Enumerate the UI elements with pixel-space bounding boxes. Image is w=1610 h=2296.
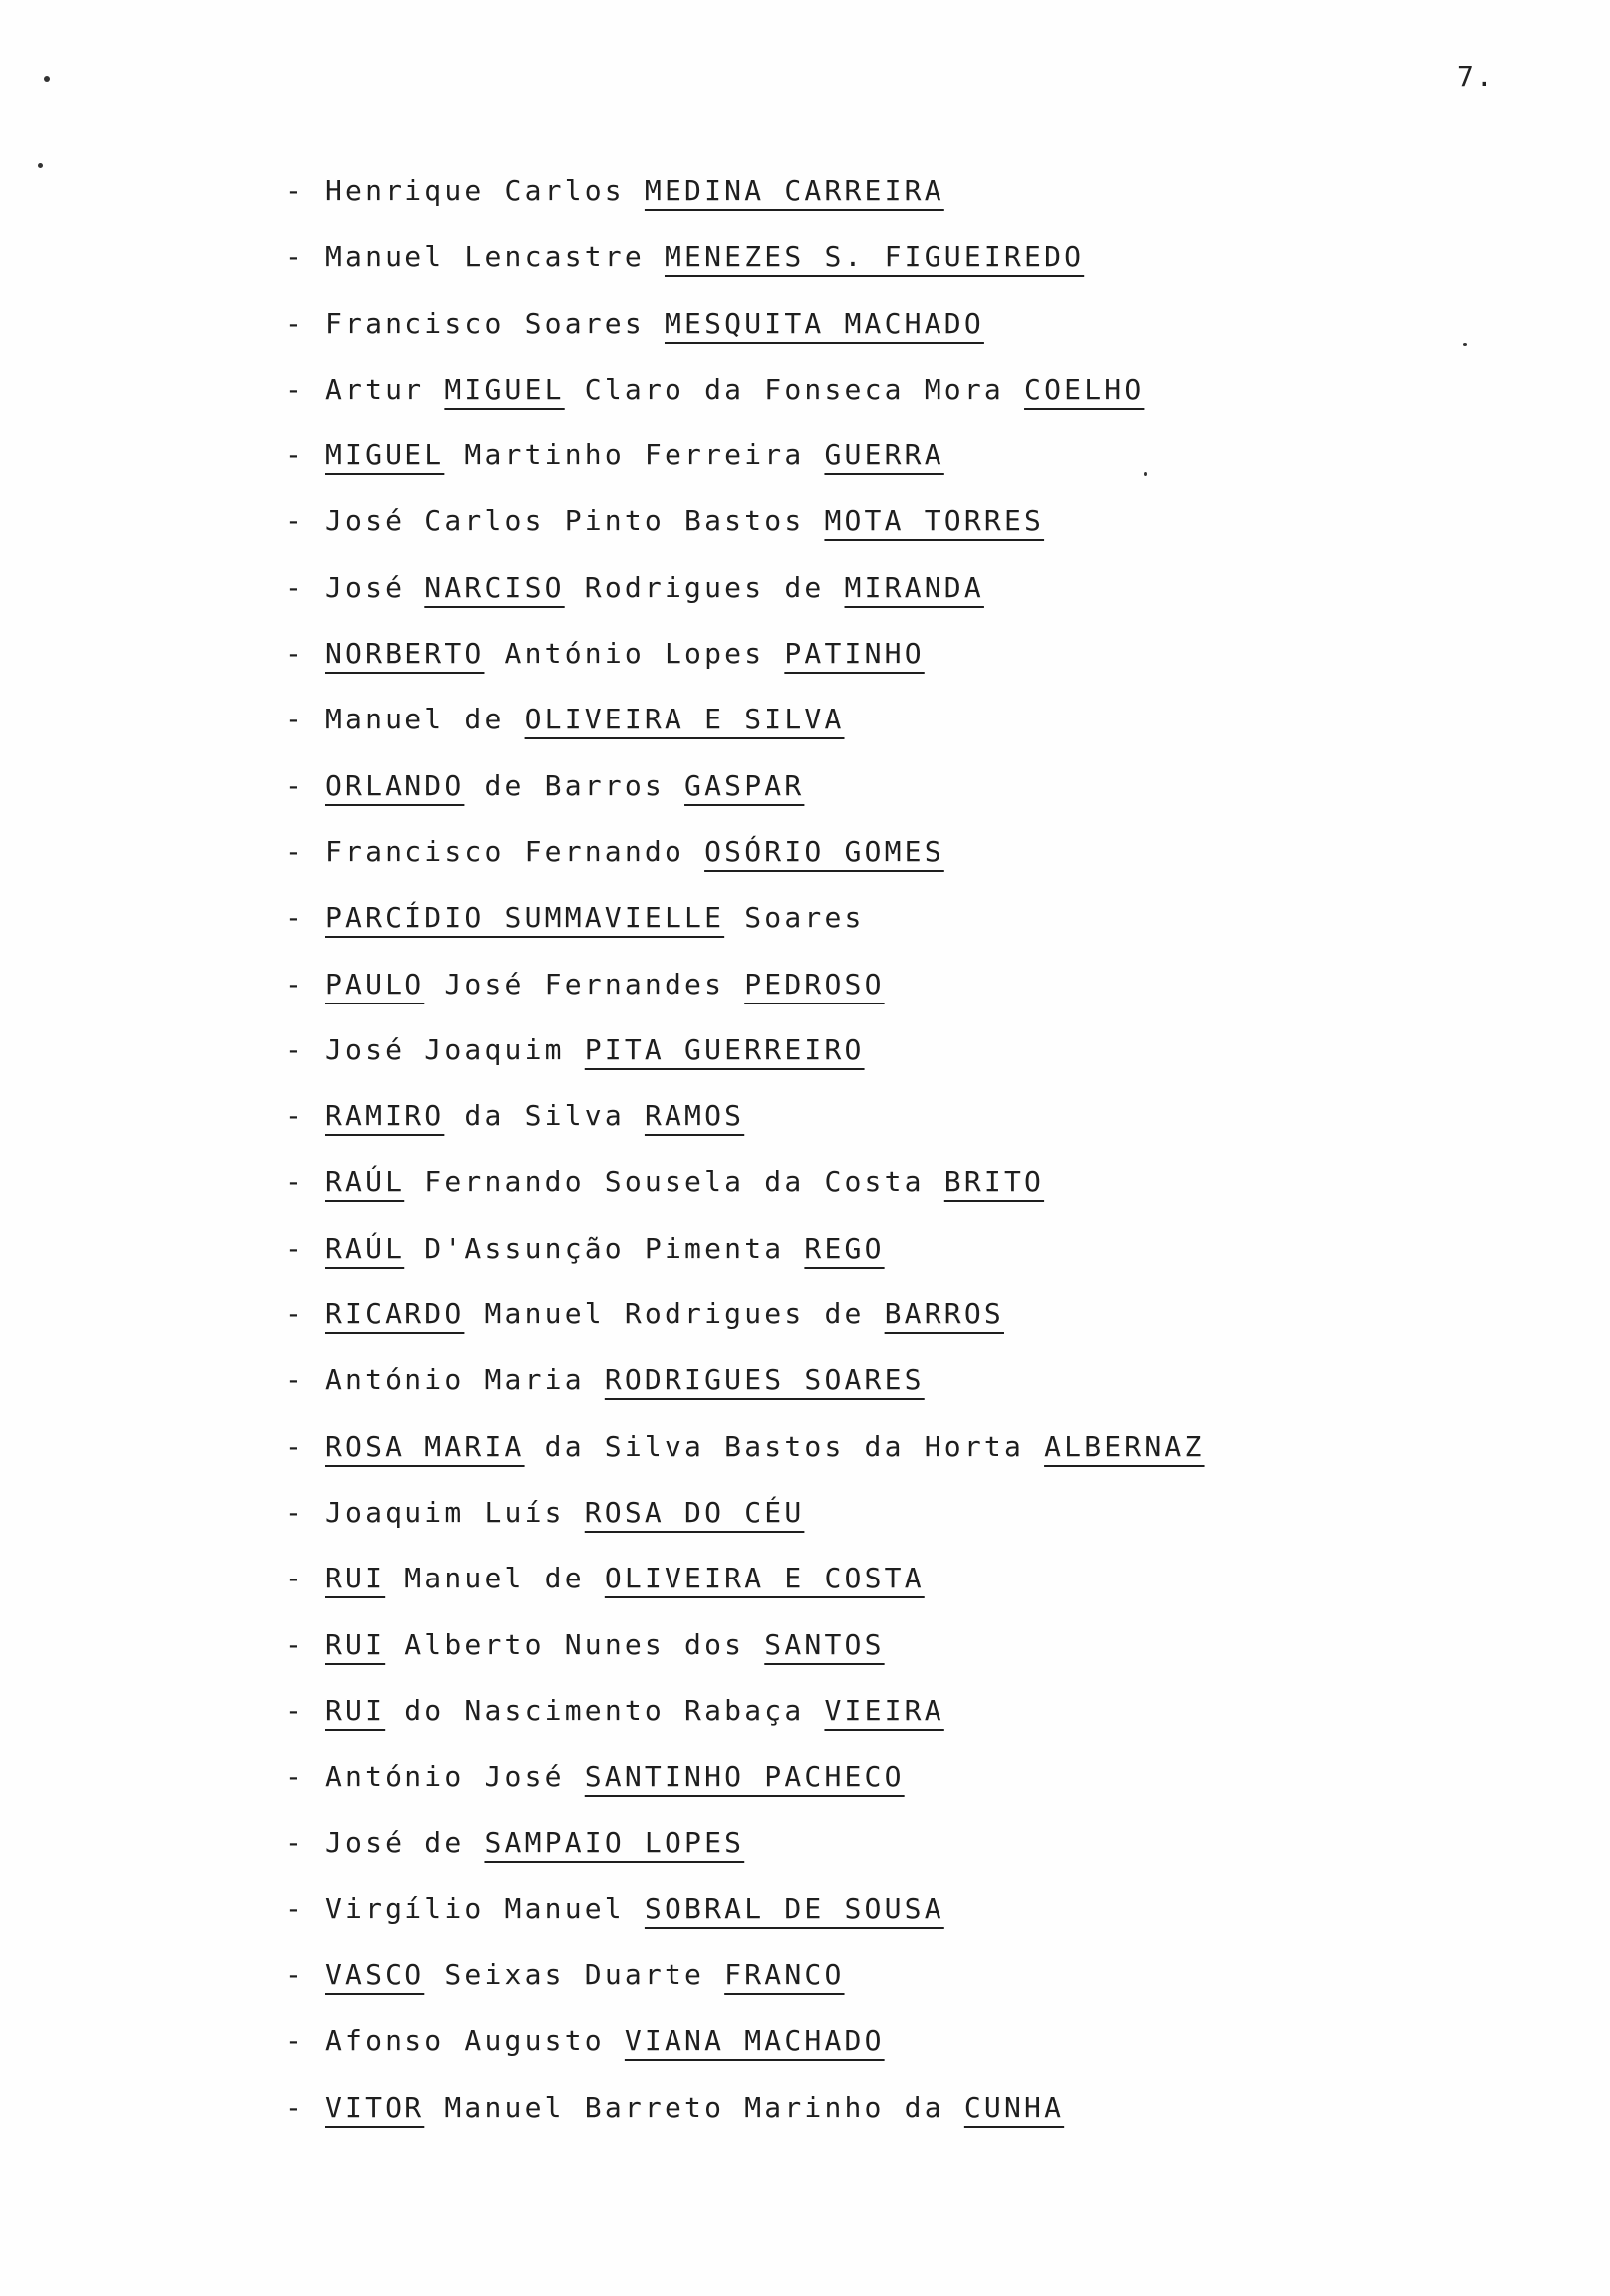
name-entry	[285, 435, 1205, 501]
list-dash: -	[285, 768, 306, 802]
name-underlined: PATINHO	[784, 637, 925, 671]
name-underlined: RUI	[325, 1562, 386, 1595]
name-text: José Fernandes	[424, 967, 745, 1001]
name-entry	[285, 237, 1205, 303]
name-entry	[285, 171, 1205, 237]
list-dash: -	[285, 1099, 306, 1133]
name-underlined: CUNHA	[963, 2090, 1065, 2124]
name-underlined: RICARDO	[325, 1297, 465, 1331]
name-text: Manuel Barreto Marinho da	[424, 2090, 964, 2124]
name-underlined: RAÚL	[325, 1231, 405, 1265]
list-dash: -	[285, 1032, 306, 1066]
list-dash: -	[285, 2090, 306, 2124]
name-entry	[285, 1427, 1205, 1493]
name-underlined: MENEZES S. FIGUEIREDO	[664, 240, 1085, 274]
name-underlined: VIANA MACHADO	[624, 2024, 885, 2058]
list-dash: -	[285, 570, 306, 604]
list-dash: -	[285, 1958, 306, 1992]
name-entry	[285, 1625, 1205, 1691]
name-text: Afonso Augusto	[325, 2024, 625, 2058]
name-underlined: RODRIGUES SOARES	[604, 1363, 925, 1397]
list-dash: -	[285, 637, 306, 671]
name-entry	[285, 965, 1205, 1030]
name-underlined: ORLANDO	[325, 768, 465, 802]
name-underlined: REGO	[804, 1231, 885, 1265]
name-underlined: PARCÍDIO SUMMAVIELLE	[325, 901, 725, 935]
list-dash: -	[285, 504, 306, 538]
name-entry	[285, 832, 1205, 898]
name-text: António José	[325, 1760, 585, 1794]
name-text: José	[325, 570, 425, 604]
list-dash: -	[285, 703, 306, 736]
name-text: José Joaquim	[325, 1032, 585, 1066]
name-entry	[285, 1559, 1205, 1624]
name-underlined: PEDROSO	[744, 967, 885, 1001]
name-entry	[285, 766, 1205, 832]
name-underlined: RAMOS	[644, 1099, 745, 1133]
name-entry	[285, 1229, 1205, 1294]
name-underlined: MESQUITA MACHADO	[664, 306, 984, 340]
name-entry	[285, 898, 1205, 964]
name-entry	[285, 634, 1205, 700]
name-underlined: GUERRA	[824, 438, 944, 472]
name-entry	[285, 2088, 1205, 2153]
name-underlined: RAÚL	[325, 1165, 405, 1199]
name-underlined: SOBRAL DE SOUSA	[644, 1891, 944, 1925]
name-entry	[285, 1096, 1205, 1162]
name-entry	[285, 1162, 1205, 1228]
name-underlined: SAMPAIO LOPES	[484, 1826, 745, 1860]
name-text: António Lopes	[484, 637, 785, 671]
name-underlined: NORBERTO	[325, 637, 485, 671]
list-dash: -	[285, 1826, 306, 1860]
list-dash: -	[285, 1165, 306, 1199]
name-text: Manuel Lencastre	[325, 240, 665, 274]
name-entry	[285, 1294, 1205, 1360]
name-text: António Maria	[325, 1363, 605, 1397]
list-dash: -	[285, 1627, 306, 1661]
name-underlined: OLIVEIRA E SILVA	[524, 703, 845, 736]
name-text: Alberto Nunes dos	[385, 1627, 765, 1661]
name-text: Claro da Fonseca Mora	[564, 372, 1025, 406]
name-entry	[285, 1955, 1205, 2021]
name-underlined: OLIVEIRA E COSTA	[604, 1562, 925, 1595]
name-text: da Silva	[444, 1099, 645, 1133]
list-dash: -	[285, 834, 306, 868]
name-text: Artur	[325, 372, 445, 406]
name-text: Francisco Soares	[325, 306, 665, 340]
name-underlined: PAULO	[325, 967, 425, 1001]
name-text: José de	[325, 1826, 485, 1860]
name-underlined: PITA GUERREIRO	[584, 1032, 865, 1066]
name-underlined: BARROS	[884, 1297, 1004, 1331]
name-text: D'Assunção Pimenta	[404, 1231, 805, 1265]
names-list	[285, 171, 1205, 2153]
name-underlined: RAMIRO	[325, 1099, 445, 1133]
list-dash: -	[285, 1760, 306, 1794]
scan-speck	[1463, 343, 1467, 346]
name-underlined: FRANCO	[724, 1958, 845, 1992]
name-entry	[285, 1030, 1205, 1096]
list-dash: -	[285, 2024, 306, 2058]
name-entry	[285, 1889, 1205, 1955]
list-dash: -	[285, 240, 306, 274]
name-underlined: NARCISO	[424, 570, 565, 604]
name-underlined: RUI	[325, 1693, 386, 1727]
name-underlined: SANTINHO PACHECO	[584, 1760, 905, 1794]
name-underlined: MIGUEL	[325, 438, 445, 472]
name-entry	[285, 700, 1205, 765]
name-underlined: OSÓRIO GOMES	[704, 834, 944, 868]
name-entry	[285, 1691, 1205, 1757]
name-underlined: ROSA MARIA	[325, 1429, 525, 1463]
name-text: Virgílio Manuel	[325, 1891, 645, 1925]
list-dash: -	[285, 1363, 306, 1397]
name-text: Seixas Duarte	[424, 1958, 725, 1992]
list-dash: -	[285, 1429, 306, 1463]
name-underlined: GASPAR	[684, 768, 805, 802]
name-text: Henrique Carlos	[325, 174, 645, 207]
name-entry	[285, 501, 1205, 567]
name-text: Francisco Fernando	[325, 834, 705, 868]
list-dash: -	[285, 1231, 306, 1265]
name-entry	[285, 304, 1205, 370]
name-text: Manuel de	[325, 703, 525, 736]
name-text: Rodrigues de	[564, 570, 845, 604]
name-underlined: VITOR	[325, 2090, 425, 2124]
scan-speck	[44, 76, 50, 82]
list-dash: -	[285, 967, 306, 1001]
list-dash: -	[285, 1495, 306, 1529]
name-entry	[285, 1493, 1205, 1559]
name-underlined: MIGUEL	[444, 372, 565, 406]
name-underlined: ALBERNAZ	[1044, 1429, 1205, 1463]
name-underlined: MIRANDA	[844, 570, 984, 604]
list-dash: -	[285, 1562, 306, 1595]
name-underlined: MOTA TORRES	[824, 504, 1045, 538]
name-entry	[285, 568, 1205, 634]
name-text: da Silva Bastos da Horta	[524, 1429, 1045, 1463]
list-dash: -	[285, 306, 306, 340]
name-underlined: VIEIRA	[824, 1693, 944, 1727]
list-dash: -	[285, 901, 306, 935]
scan-speck	[38, 163, 43, 168]
name-entry	[285, 370, 1205, 435]
name-text: José Carlos Pinto Bastos	[325, 504, 825, 538]
name-underlined: VASCO	[325, 1958, 425, 1992]
name-entry	[285, 1757, 1205, 1823]
list-dash: -	[285, 1297, 306, 1331]
name-text: Manuel de	[385, 1562, 605, 1595]
name-entry	[285, 2021, 1205, 2087]
name-text: Soares	[724, 901, 865, 935]
list-dash: -	[285, 1693, 306, 1727]
name-underlined: SANTOS	[764, 1627, 885, 1661]
name-text: Joaquim Luís	[325, 1495, 585, 1529]
name-text: de Barros	[464, 768, 685, 802]
name-text: do Nascimento Rabaça	[385, 1693, 825, 1727]
list-dash: -	[285, 372, 306, 406]
name-text: Manuel Rodrigues de	[464, 1297, 885, 1331]
name-underlined: ROSA DO CÉU	[584, 1495, 805, 1529]
list-dash: -	[285, 174, 306, 207]
name-entry	[285, 1360, 1205, 1426]
name-text: Fernando Sousela da Costa	[404, 1165, 944, 1199]
name-underlined: COELHO	[1024, 372, 1145, 406]
page-number: 7.	[1457, 60, 1496, 93]
name-underlined: MEDINA CARREIRA	[644, 174, 944, 207]
list-dash: -	[285, 1891, 306, 1925]
name-underlined: RUI	[325, 1627, 386, 1661]
name-underlined: BRITO	[943, 1165, 1045, 1199]
name-entry	[285, 1823, 1205, 1888]
name-text: Martinho Ferreira	[444, 438, 825, 472]
list-dash: -	[285, 438, 306, 472]
